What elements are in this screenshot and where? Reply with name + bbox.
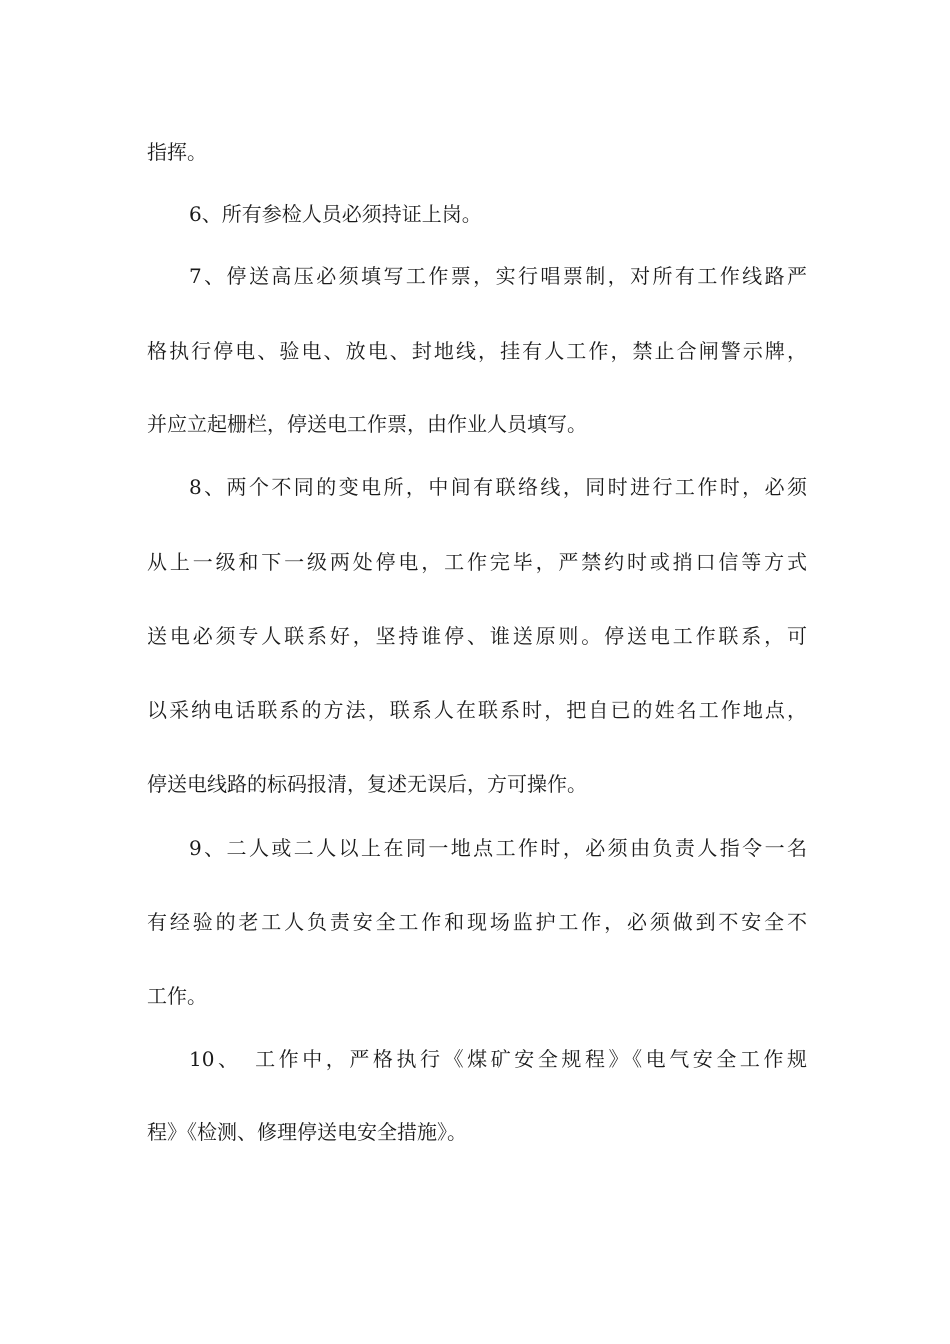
text-line-2: 6、所有参检人员必须持证上岗。 <box>189 202 482 226</box>
text-line-14: 10、 工作中，严格执行《煤矿安全规程》《电气安全工作规 <box>189 1047 807 1071</box>
text-line-10: 停送电线路的标码报清，复述无误后，方可操作。 <box>147 772 587 796</box>
text-line-4: 格执行停电、验电、放电、封地线，挂有人工作，禁止合闸警示牌， <box>147 339 807 363</box>
text-line-9: 以采纳电话联系的方法，联系人在联系时，把自已的姓名工作地点， <box>147 698 807 722</box>
text-line-8: 送电必须专人联系好，坚持谁停、谁送原则。停送电工作联系，可 <box>147 624 807 648</box>
text-line-6: 8、两个不同的变电所，中间有联络线，同时进行工作时，必须 <box>189 475 807 499</box>
text-line-11: 9、二人或二人以上在同一地点工作时，必须由负责人指令一名 <box>189 836 807 860</box>
text-line-7: 从上一级和下一级两处停电，工作完毕，严禁约时或捎口信等方式 <box>147 550 807 574</box>
text-line-1: 指挥。 <box>147 140 207 164</box>
text-line-13: 工作。 <box>147 984 207 1008</box>
text-line-5: 并应立起栅栏，停送电工作票，由作业人员填写。 <box>147 412 587 436</box>
text-line-15: 程》《检测、修理停送电安全措施》。 <box>147 1120 467 1144</box>
text-line-12: 有经验的老工人负责安全工作和现场监护工作，必须做到不安全不 <box>147 910 807 934</box>
text-line-3: 7、停送高压必须填写工作票，实行唱票制，对所有工作线路严 <box>189 264 807 288</box>
